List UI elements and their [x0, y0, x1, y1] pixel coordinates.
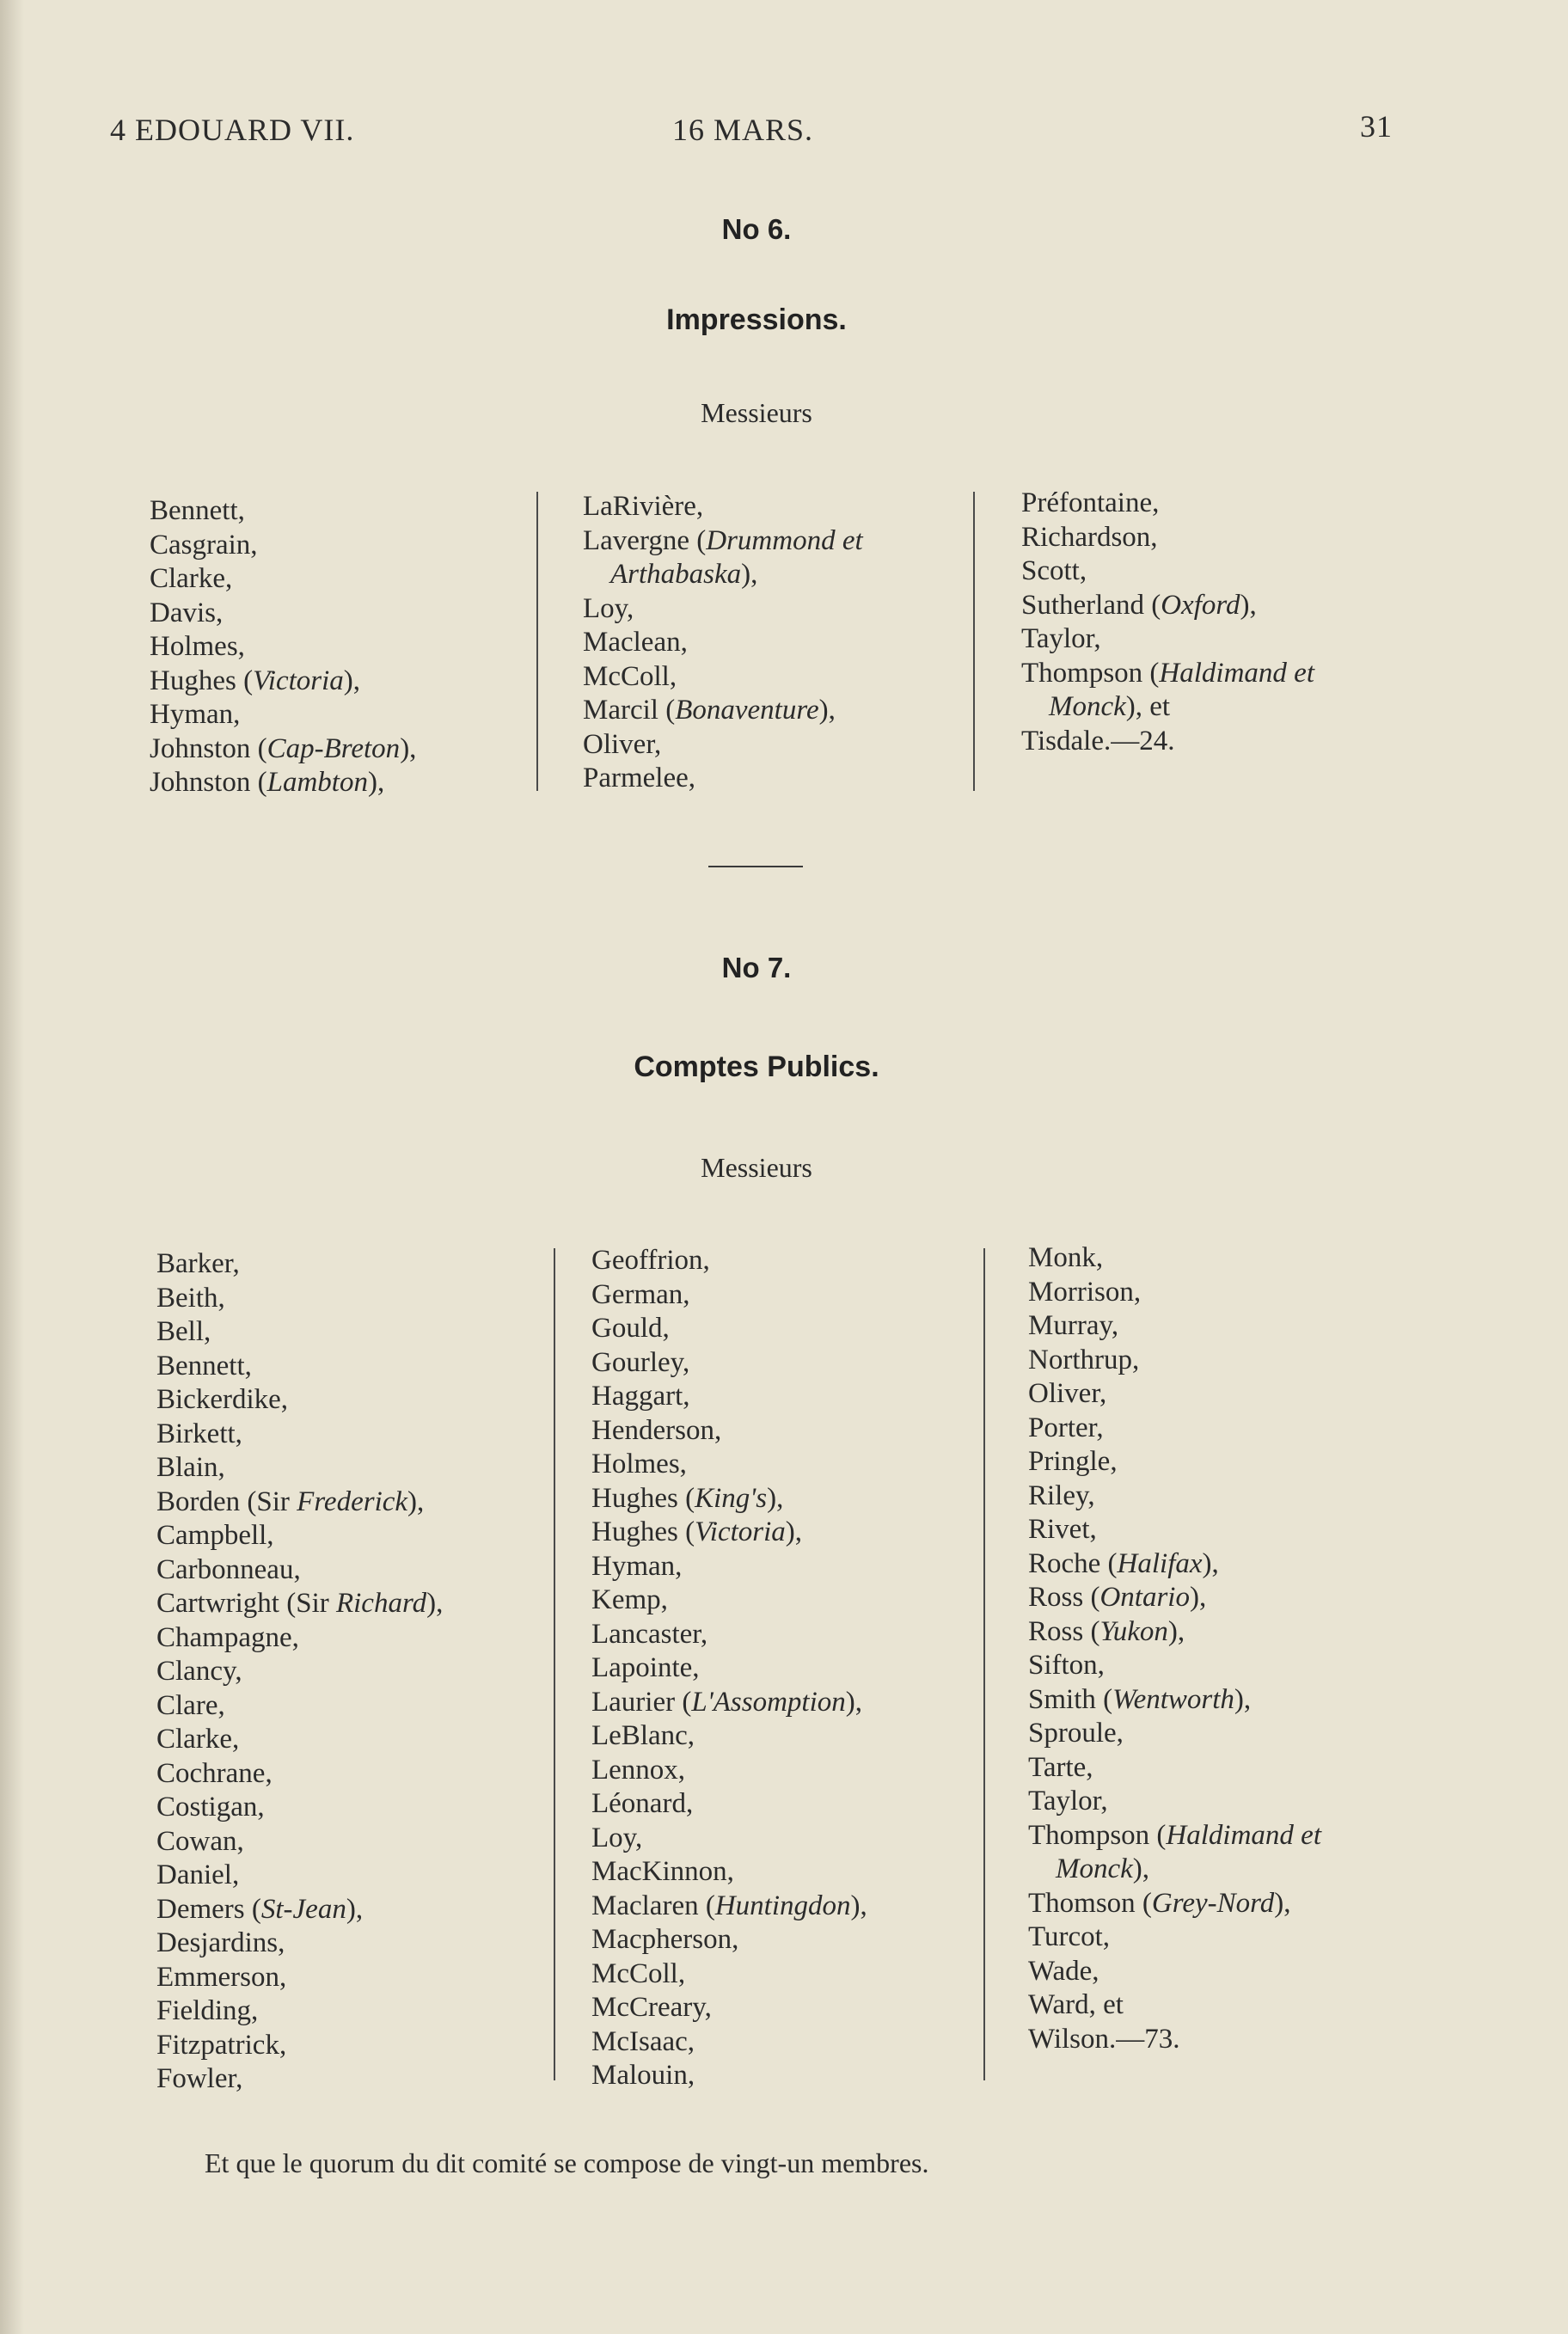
member-name: Bennett,	[156, 1350, 252, 1381]
member-name: Gould,	[591, 1313, 670, 1344]
member-name: Ross (Ontario),	[1028, 1582, 1207, 1613]
member-name: Richardson,	[1021, 521, 1158, 553]
member-name: McColl,	[591, 1957, 686, 1989]
member-name: Laurier (L'Assomption),	[591, 1686, 863, 1718]
member-name: Malouin,	[591, 2060, 695, 2091]
member-name: Northrup,	[1028, 1344, 1140, 1375]
member-name: Daniel,	[156, 1859, 240, 1890]
member-name: Desjardins,	[156, 1927, 285, 1958]
member-name: Léonard,	[591, 1788, 694, 1819]
member-name: LaRivière,	[583, 491, 704, 522]
member-name: Clarke,	[150, 563, 233, 594]
member-name: Lavergne (Drummond et	[583, 524, 863, 556]
member-name: Taylor,	[1021, 623, 1101, 654]
member-name: Holmes,	[150, 631, 245, 662]
member-name: Bell,	[156, 1316, 211, 1347]
member-name: McIsaac,	[591, 2025, 695, 2057]
member-name: Smith (Wentworth),	[1028, 1683, 1252, 1715]
member-name: Fielding,	[156, 1995, 259, 2026]
section-6-salutation: Messieurs	[701, 397, 812, 428]
section-7-column-3	[1028, 1241, 1321, 2056]
member-name: McCreary,	[591, 1992, 712, 2023]
member-name: Wade,	[1028, 1955, 1099, 1987]
section-6-number: No 6.	[721, 213, 792, 245]
section-6-column-1	[150, 494, 416, 800]
member-name: Turcot,	[1028, 1921, 1111, 1952]
member-name: Riley,	[1028, 1479, 1095, 1511]
member-name: Clarke,	[156, 1724, 240, 1755]
member-name: Bennett,	[150, 495, 245, 526]
member-name: Cochrane,	[156, 1757, 273, 1789]
member-name: Clare,	[156, 1689, 225, 1721]
column-rule	[973, 492, 975, 791]
member-name: Thompson (Haldimand et	[1021, 657, 1314, 689]
member-name: Ross (Yukon),	[1028, 1615, 1185, 1647]
section-7-salutation: Messieurs	[701, 1152, 812, 1183]
member-name: Loy,	[591, 1822, 643, 1853]
member-name: Johnston (Lambton),	[150, 767, 385, 798]
member-name: Lancaster,	[591, 1618, 708, 1650]
column-rule	[983, 1248, 985, 2080]
member-name: Gourley,	[591, 1346, 690, 1378]
member-name: Thompson (Haldimand et	[1028, 1819, 1321, 1851]
section-divider	[708, 866, 803, 867]
member-name: Campbell,	[156, 1520, 274, 1551]
member-name-continuation: Monck),	[1056, 1853, 1150, 1884]
member-name: Oliver,	[583, 728, 662, 760]
section-7-column-2	[591, 1244, 867, 2093]
member-name: Champagne,	[156, 1621, 299, 1653]
member-name: Geoffrion,	[591, 1245, 710, 1276]
member-name: Holmes,	[591, 1449, 687, 1479]
running-header	[0, 109, 1568, 163]
member-name-continuation: Monck), et	[1049, 691, 1171, 722]
member-name: Birkett,	[156, 1418, 242, 1449]
member-name: Hyman,	[150, 699, 241, 730]
member-name: Hyman,	[591, 1550, 683, 1582]
section-7-column-1	[156, 1247, 443, 2097]
column-rule	[536, 492, 538, 791]
member-name: Casgrain,	[150, 529, 258, 561]
member-name: Tisdale.—24.	[1021, 725, 1175, 757]
member-name: Fitzpatrick,	[156, 2029, 287, 2061]
member-name: Lapointe,	[591, 1652, 700, 1683]
member-name: Cowan,	[156, 1825, 244, 1857]
member-name: Macpherson,	[591, 1924, 739, 1955]
member-name: MacKinnon,	[591, 1856, 734, 1887]
member-name: Carbonneau,	[156, 1553, 301, 1585]
member-name: Roche (Halifax),	[1028, 1547, 1219, 1579]
member-name: Marcil (Bonaventure),	[583, 695, 836, 726]
section-6-column-3	[1021, 487, 1314, 758]
member-name: Davis,	[150, 597, 224, 628]
member-name: McColl,	[583, 660, 677, 692]
member-name: Pringle,	[1028, 1446, 1118, 1477]
member-name: Clancy,	[156, 1656, 242, 1687]
member-name: Hughes (King's),	[591, 1482, 784, 1514]
member-name: Ward, et	[1028, 1989, 1124, 2020]
section-6-column-2	[583, 490, 863, 796]
member-name: Thomson (Grey-Nord),	[1028, 1887, 1291, 1919]
member-name: Taylor,	[1028, 1786, 1108, 1816]
page-number: 31	[1360, 109, 1393, 144]
member-name: Hughes (Victoria),	[591, 1516, 803, 1547]
member-name: Johnston (Cap-Breton),	[150, 732, 417, 764]
member-name: Bickerdike,	[156, 1384, 289, 1415]
member-name: Beith,	[156, 1282, 225, 1314]
member-name: Morrison,	[1028, 1276, 1142, 1308]
header-reign: 4 EDOUARD VII.	[110, 113, 355, 147]
member-name: Cartwright (Sir Richard),	[156, 1588, 444, 1619]
member-name: Sutherland (Oxford),	[1021, 589, 1257, 621]
member-name: Emmerson,	[156, 1961, 287, 1993]
section-7-number: No 7.	[721, 952, 792, 983]
member-name: Maclaren (Huntingdon),	[591, 1890, 867, 1921]
member-name: Monk,	[1028, 1242, 1104, 1273]
member-name: Rivet,	[1028, 1514, 1097, 1545]
member-name: Lennox,	[591, 1754, 686, 1786]
member-name: Costigan,	[156, 1792, 265, 1822]
member-name: Scott,	[1021, 555, 1087, 586]
member-name: Murray,	[1028, 1310, 1119, 1341]
member-name: Sproule,	[1028, 1718, 1124, 1749]
member-name: Kemp,	[591, 1584, 668, 1615]
section-7-title: Comptes Publics.	[634, 1051, 879, 1083]
member-name: Sifton,	[1028, 1650, 1105, 1681]
member-name: Blain,	[156, 1452, 225, 1483]
member-name: Oliver,	[1028, 1378, 1107, 1409]
member-name: Borden (Sir Frederick),	[156, 1486, 425, 1517]
member-name: LeBlanc,	[591, 1720, 695, 1751]
member-name: Parmelee,	[583, 763, 696, 793]
member-name: Henderson,	[591, 1414, 722, 1446]
header-date: 16 MARS.	[672, 113, 814, 147]
member-name: Barker,	[156, 1248, 240, 1279]
member-name: Demers (St-Jean),	[156, 1893, 364, 1925]
member-name: Haggart,	[591, 1381, 690, 1412]
column-rule	[554, 1248, 555, 2080]
member-name: Loy,	[583, 592, 634, 624]
member-name: Hughes (Victoria),	[150, 665, 361, 696]
member-name: Tarte,	[1028, 1751, 1093, 1783]
member-name: Préfontaine,	[1021, 487, 1160, 518]
member-name: Wilson.—73.	[1028, 2023, 1180, 2055]
member-name: Maclean,	[583, 627, 688, 658]
member-name: German,	[591, 1278, 690, 1310]
member-name: Fowler,	[156, 2063, 243, 2094]
section-6-title: Impressions.	[666, 303, 847, 336]
member-name-continuation: Arthabaska),	[610, 559, 758, 590]
member-name: Porter,	[1028, 1412, 1104, 1443]
quorum-statement: Et que le quorum du dit comité se compose de vingt-un membres.	[205, 2147, 929, 2178]
